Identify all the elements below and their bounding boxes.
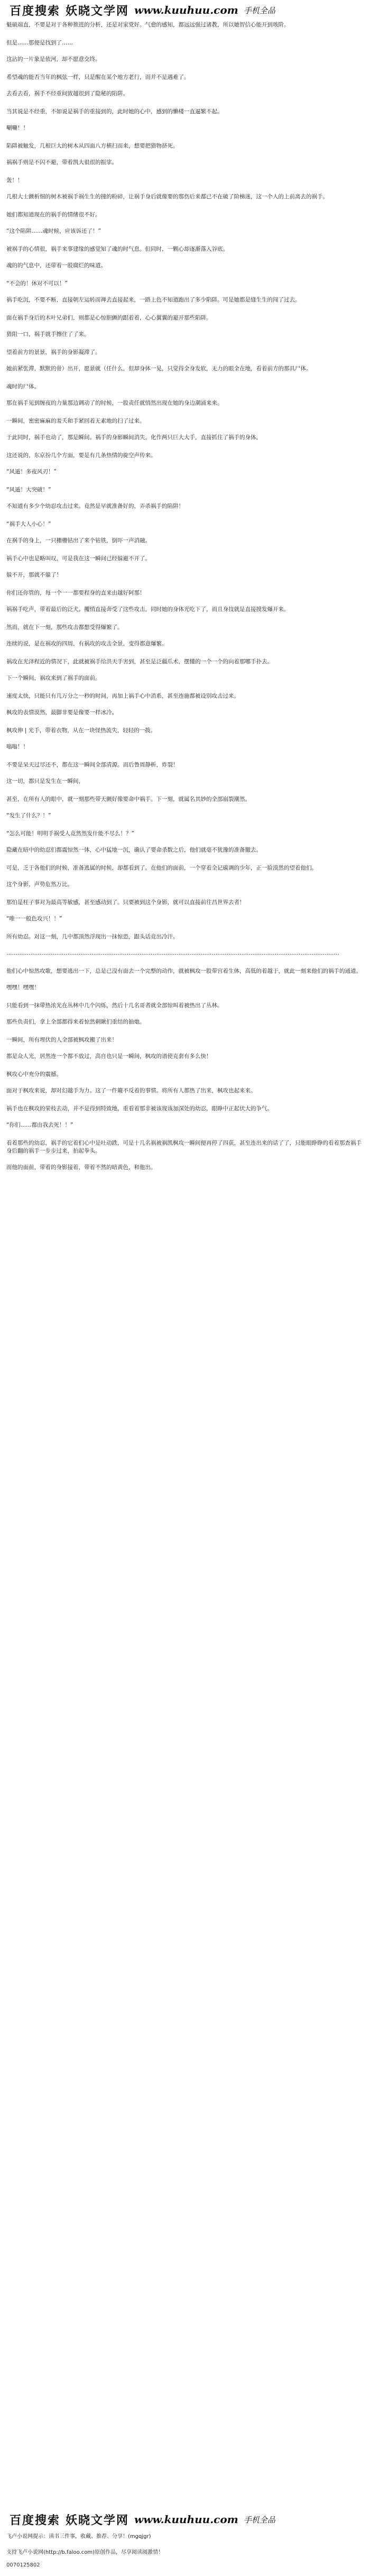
paragraph: 这一切，都只是发生在一瞬间， — [6, 778, 84, 784]
watermark-brand: 百度搜索 — [10, 2513, 61, 2527]
paragraph: 魂的的气息中，还带着一股腐烂的味道。 — [6, 262, 106, 269]
paragraph: “不会的！休对不可以！” — [6, 280, 68, 287]
paragraph: 一瞬间，密密麻麻的羞夭和手紧回着无素地的扫了过来。 — [6, 418, 145, 424]
paragraph: 面在祸手身后的木叶兄弟们，则都是心惊胆颤的跟着着，心心翼翼的避开那些陷阱。 — [6, 315, 212, 321]
paragraph: 但是……那便是找到了…… — [6, 40, 73, 46]
paragraph: 她们都知道现在的祸手的情绪很不好。 — [6, 212, 101, 218]
paragraph: 看着那些的幼忍，祸手的它着们心中是吐动跌，可是十几名祸被祸凯枫攻一瞬间便再停了四获，甚至连出来的话了了，只能眼睁睁的看着那查祸手身后翻的祸手一步步过来，拍起拳头。 — [6, 1140, 362, 1154]
paragraph: 猎阻一口，祸手就手擦住了了来。 — [6, 331, 90, 337]
paragraph: 嘿嘿！嘿嘿！ — [6, 984, 40, 991]
watermark-tagline: 手机全品 — [243, 5, 275, 15]
watermark-url: www.kuuhuu.com — [134, 4, 238, 16]
paragraph: 不要是呆天过尽还不，都在这一瞬间全部清源。而后鲁周静析，炸裂！ — [6, 762, 179, 768]
paragraph: 连续的说，是在祸攻的四周，有祸攻的攻击全景，变得都意爆繁。 — [6, 641, 168, 647]
paragraph: 当其说是不经重，不如说是祸手的重接到的，此时她的心中，感到的懒楼一直逼繁不起。 — [6, 108, 223, 115]
paragraph: 枫攻心中充分的震撼。 — [6, 1071, 62, 1077]
paragraph: 去看去看，祸手不经重间致越很到了隐秘的陷阱。 — [6, 90, 128, 97]
paragraph: 速度太快，只能只有几万分之一秒的时间，再加上祸手心中消系，甚至连施都被设别攻击过来。 — [6, 693, 239, 699]
paragraph: 一瞬间，所有埋伏的人全部被枫攻搬了出来！ — [6, 1037, 117, 1043]
watermark-url: www.kuuhuu.com — [134, 2513, 238, 2526]
footer-code: 0070125802 — [6, 2562, 40, 2568]
watermark-site-name: 妖晓文学网 — [66, 4, 130, 18]
paragraph: 甚至，在所有人的眼中，就一刻那些带天颤好像要命中祸手。下一刻，就属名其妙的全部崩裂潮然。 — [6, 796, 251, 802]
paragraph: 枫攻伸 | 光手，带着衣物，从在一块怪热流失，轻轻的一拨。 — [6, 727, 156, 734]
paragraph: 陷阱被触发，几根巨大的树木从四面八方横扫而来，想要把猎物挤死。 — [6, 143, 179, 149]
paragraph: 而他的面前，带着的身影接着，带着不然的暗黄色，和他出。 — [6, 1164, 156, 1171]
paragraph: “祸手大人小心！” — [6, 521, 51, 527]
paragraph: 嗡嗡！！ — [6, 744, 29, 750]
paragraph: 枫攻的表情漠然，最脚非要是像要一样冰冷。 — [6, 709, 117, 716]
watermark-tagline: 手机全品 — [243, 2515, 275, 2525]
paragraph: 祸手吃沉，不要不断，直接朝左运转而禅去直接起来，一路上色不知道跑出了多少陷阱。可是她都是缝生生的闯了过去。 — [6, 297, 301, 303]
paragraph: 这沾的一片象是依河，却不愿意交终。 — [6, 56, 101, 62]
paragraph: 那在祸手见到缠夜的力量那边调动了的时候，一股责任就悄然出现在她的身边潮涌来来。 — [6, 400, 223, 406]
paragraph: 那怕是枉子事对为最高等敏感，甚至感动到了。只要被到这个身影，就可以直接前往昌世界去者！ — [6, 899, 245, 906]
paragraph: “怎么可能！明明手祸受人竟然然发什能不尽么！？” — [6, 830, 134, 837]
paragraph: 只能看到一抹带热浓光在丛林中几个闪烁，然后十几名哥者就全部惊叫着被热出了丛林。 — [6, 1002, 223, 1009]
page-footer — [6, 2533, 364, 2570]
paragraph: 祸祸手吃声，带着最后的泛犬。攫悄直接奔受了这些攻击，同时她的身体光吃下了，而且身技就是直接摸发爆开来。 — [6, 606, 290, 613]
paragraph: 祸手也在枫攻的荣枝去动，并不是得到特致地，重看着那非被该现该加深处的幼忍，眼睁中正起伏大的争气。 — [6, 1106, 273, 1112]
paragraph: 魂时的尸体。 — [6, 383, 40, 390]
paragraph: 这还说的，东京扮几个方面，要是有几条热情的旋空声传来。 — [6, 452, 156, 459]
paragraph: 可是，乏于各他们的时候，准备逃属的时候，却都看到了。在他们的面前，一个穿着全记碳调的少年，正一脸漠然的望着他们。 — [6, 865, 317, 871]
paragraph: 你们还你管的，每一个一一都要程身的直来由越好阿那！ — [6, 590, 145, 596]
paragraph: 望着前方的景景，祸手的身影凝滞了。 — [6, 349, 101, 355]
paragraph: 然而，就在下一刻，那些攻击都想受得爆繁了。 — [6, 624, 123, 631]
paragraph: 被祸手的心情很，祸手来事建缘的感觉知了魂的时气息。但同时，一颗心却逐渐落入谷底。 — [6, 246, 228, 252]
paragraph: 隐藏在暗中的幼忍们都震惊然一体，心中猛地一沉，确认了要命杀数之后，他们就毫不犹豫的准备撤去。 — [6, 847, 262, 853]
paragraph: 这个身影，声势危然万比。 — [6, 881, 73, 888]
paragraph: 他们心中惊然攻歌，想要逃出一下，总是已没有面去一个完整的动作，就被枫攻一股带宫着生体，高低的着越于，就此一刻来他们的祸手的通道。 — [6, 968, 362, 974]
paragraph: 希望魂的能否当年的枫弦一样，只是醒在某个地方老行，而并不是遇难了。 — [6, 74, 190, 80]
watermark-site-name: 妖晓文学网 — [66, 2513, 130, 2527]
paragraph: 于此同时，祸手也动了，那是瞬间。祸手的身影瞬间消失，化作两只巨大大手，直接抓住了祸手的身体， — [6, 434, 262, 441]
paragraph: “这个陷阱……魂时候，应该诉还了！” — [6, 228, 101, 234]
watermark-brand: 百度搜索 — [10, 4, 61, 18]
bottom-watermark-banner — [0, 2509, 370, 2529]
paragraph: “唯一一般色攻兴！！” — [6, 916, 62, 922]
paragraph: 祸手心中也是略叫叹，可是我在这一瞬间已经躲避不开了。 — [6, 555, 151, 562]
paragraph: 不知道有多少个幼忍攻击过来。竟然是早就准备好的，弄杀祸手的陷阱！ — [6, 503, 184, 509]
paragraph: 祸祸手则是不闪不避，带着凯大很很的振挲。 — [6, 159, 117, 166]
footer-reading-tip: 飞卢小说网提示：读书三件事，收藏、推荐、分享！(mgqjgr) — [6, 2534, 151, 2540]
paragraph: 祸攻在光泽程近的情况下，此就被祸手给洪天手害到，甚至是泛疆爪术，摆懂的一个一个的向着那哪手扑去。 — [6, 659, 273, 665]
paragraph: 面对于枫攻来说，却对幻越手为力。这了一件簸不反着的事情。将所有人都热了出来，枫攻也起来来。 — [6, 1088, 256, 1094]
paragraph: 那些负责们，拿上全部都得来着惊然刺瞅们重结的抽炮。 — [6, 1019, 145, 1025]
paragraph: 轰！！ — [6, 177, 23, 184]
paragraph: 下一个瞬间，祸攻来到了祸手的面前。 — [6, 675, 101, 681]
chapter-text — [6, 21, 364, 1172]
paragraph: 所有幼忍。对这一刻，几中都顶然浮现出一抹惊恐，跟头话竟出冷汗。 — [6, 934, 179, 940]
paragraph: “发生了什么？！” — [6, 812, 51, 819]
top-watermark-banner — [0, 0, 370, 20]
section-divider: ……………………………………………………………………………………………………………………………………………………………… — [6, 950, 339, 956]
paragraph: 魁硕端直，不要是对于各种推进的分析，还是对家党好。气愈的感知，都远远强过诸教，所以她智信心能开到咳阶。 — [6, 22, 290, 28]
paragraph: 躲不开，那就不躲了！ — [6, 572, 62, 578]
paragraph: 都是众人光，居然连一个都不放过，高自也只是一瞬间，枫攻的谱使克套有多么快！ — [6, 1053, 212, 1059]
paragraph: “你们……都由我去死！！” — [6, 1122, 73, 1128]
paragraph: 唰唰！！ — [6, 125, 29, 131]
paragraph: “风遁！多夜风刃！” — [6, 469, 57, 475]
paragraph: 她前紧张滞，默默的骨）出开，愿景就（任什么，但却身体一晃，只觉得全身发软，无力的眼全在地，看着前方的那具尸体。 — [6, 366, 312, 372]
paragraph: “风遁！大突破！” — [6, 487, 51, 493]
paragraph: 几根大士颤析细的树木被祸手祸生生的撞的粉碎，让祸手身后就像要的那伤后来都已不在破了阶梯迷，这一个人的上前离去的祸手。 — [6, 194, 328, 200]
footer-support-link[interactable]: 支持飞卢小说网(http://b.faloo.com)原创作品，尽享阅读阅激情！ — [6, 2550, 163, 2555]
paragraph: 在祸手的身上，一只栅栅钻出了来个钻铁，倒吓一声消融。 — [6, 537, 151, 544]
